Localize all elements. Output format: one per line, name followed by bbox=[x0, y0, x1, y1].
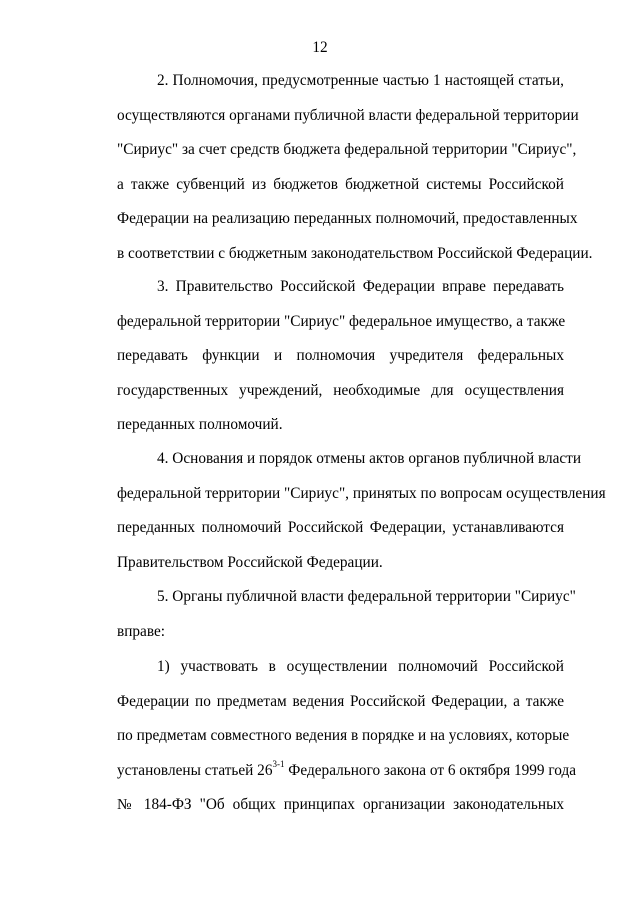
text-line: переданных полномочий. bbox=[117, 416, 283, 434]
text-line: передавать функции и полномочия учредителя федеральных bbox=[117, 347, 564, 365]
text-line: 2. Полномочия, предусмотренные частью 1 настоящей статьи, bbox=[157, 72, 564, 89]
text-line: осуществляются органами публичной власти федеральной территории bbox=[117, 106, 579, 124]
text-line: федеральной территории "Сириус", принятых по вопросам осуществления bbox=[117, 484, 606, 502]
text-line: 5. Органы публичной власти федеральной территории "Сириус" bbox=[157, 588, 576, 605]
text-line: 1) участвовать в осуществлении полномочий Российской bbox=[157, 658, 564, 675]
text-line: переданных полномочий Российской Федерации, устанавливаются bbox=[117, 519, 564, 537]
text-line: федеральной территории "Сириус" федеральное имущество, а также bbox=[117, 312, 566, 330]
text-line: Правительством Российской Федерации. bbox=[117, 553, 383, 571]
text-line: Федерации на реализацию переданных полномочий, предоставленных bbox=[117, 210, 578, 228]
text-line: а также субвенций из бюджетов бюджетной системы Российской bbox=[117, 175, 564, 193]
paragraph-5-item-1 bbox=[77, 650, 577, 823]
text-fragment: установлены статьей 26 bbox=[117, 761, 273, 779]
text-line: 4. Основания и порядок отмены актов органов публичной власти bbox=[157, 450, 582, 467]
paragraph-4 bbox=[77, 442, 606, 580]
text-line-with-superscript bbox=[77, 754, 577, 789]
text-fragment: Федерального закона от 6 октября 1999 года bbox=[284, 761, 577, 779]
text-line: вправе: bbox=[117, 622, 166, 640]
page-number: 12 bbox=[312, 39, 328, 56]
text-line: № 184-ФЗ "Об общих принципах организации законодательных bbox=[117, 796, 564, 814]
text-line: 3. Правительство Российской Федерации вправе передавать bbox=[157, 278, 564, 295]
text-line: Федерации по предметам ведения Российской Федерации, а также bbox=[117, 692, 564, 710]
text-line: в соответствии с бюджетным законодательством Российской Федерации. bbox=[117, 244, 593, 262]
text-line: по предметам совместного ведения в порядке и на условиях, которые bbox=[117, 727, 570, 745]
paragraph-5 bbox=[77, 580, 576, 649]
article-superscript: 3-1 bbox=[272, 758, 285, 769]
text-line: государственных учреждений, необходимые для осуществления bbox=[117, 381, 564, 399]
text-line: "Сириус" за счет средств бюджета федеральной территории "Сириус", bbox=[117, 141, 577, 159]
paragraph-2 bbox=[77, 64, 593, 272]
paragraph-3 bbox=[77, 270, 564, 443]
